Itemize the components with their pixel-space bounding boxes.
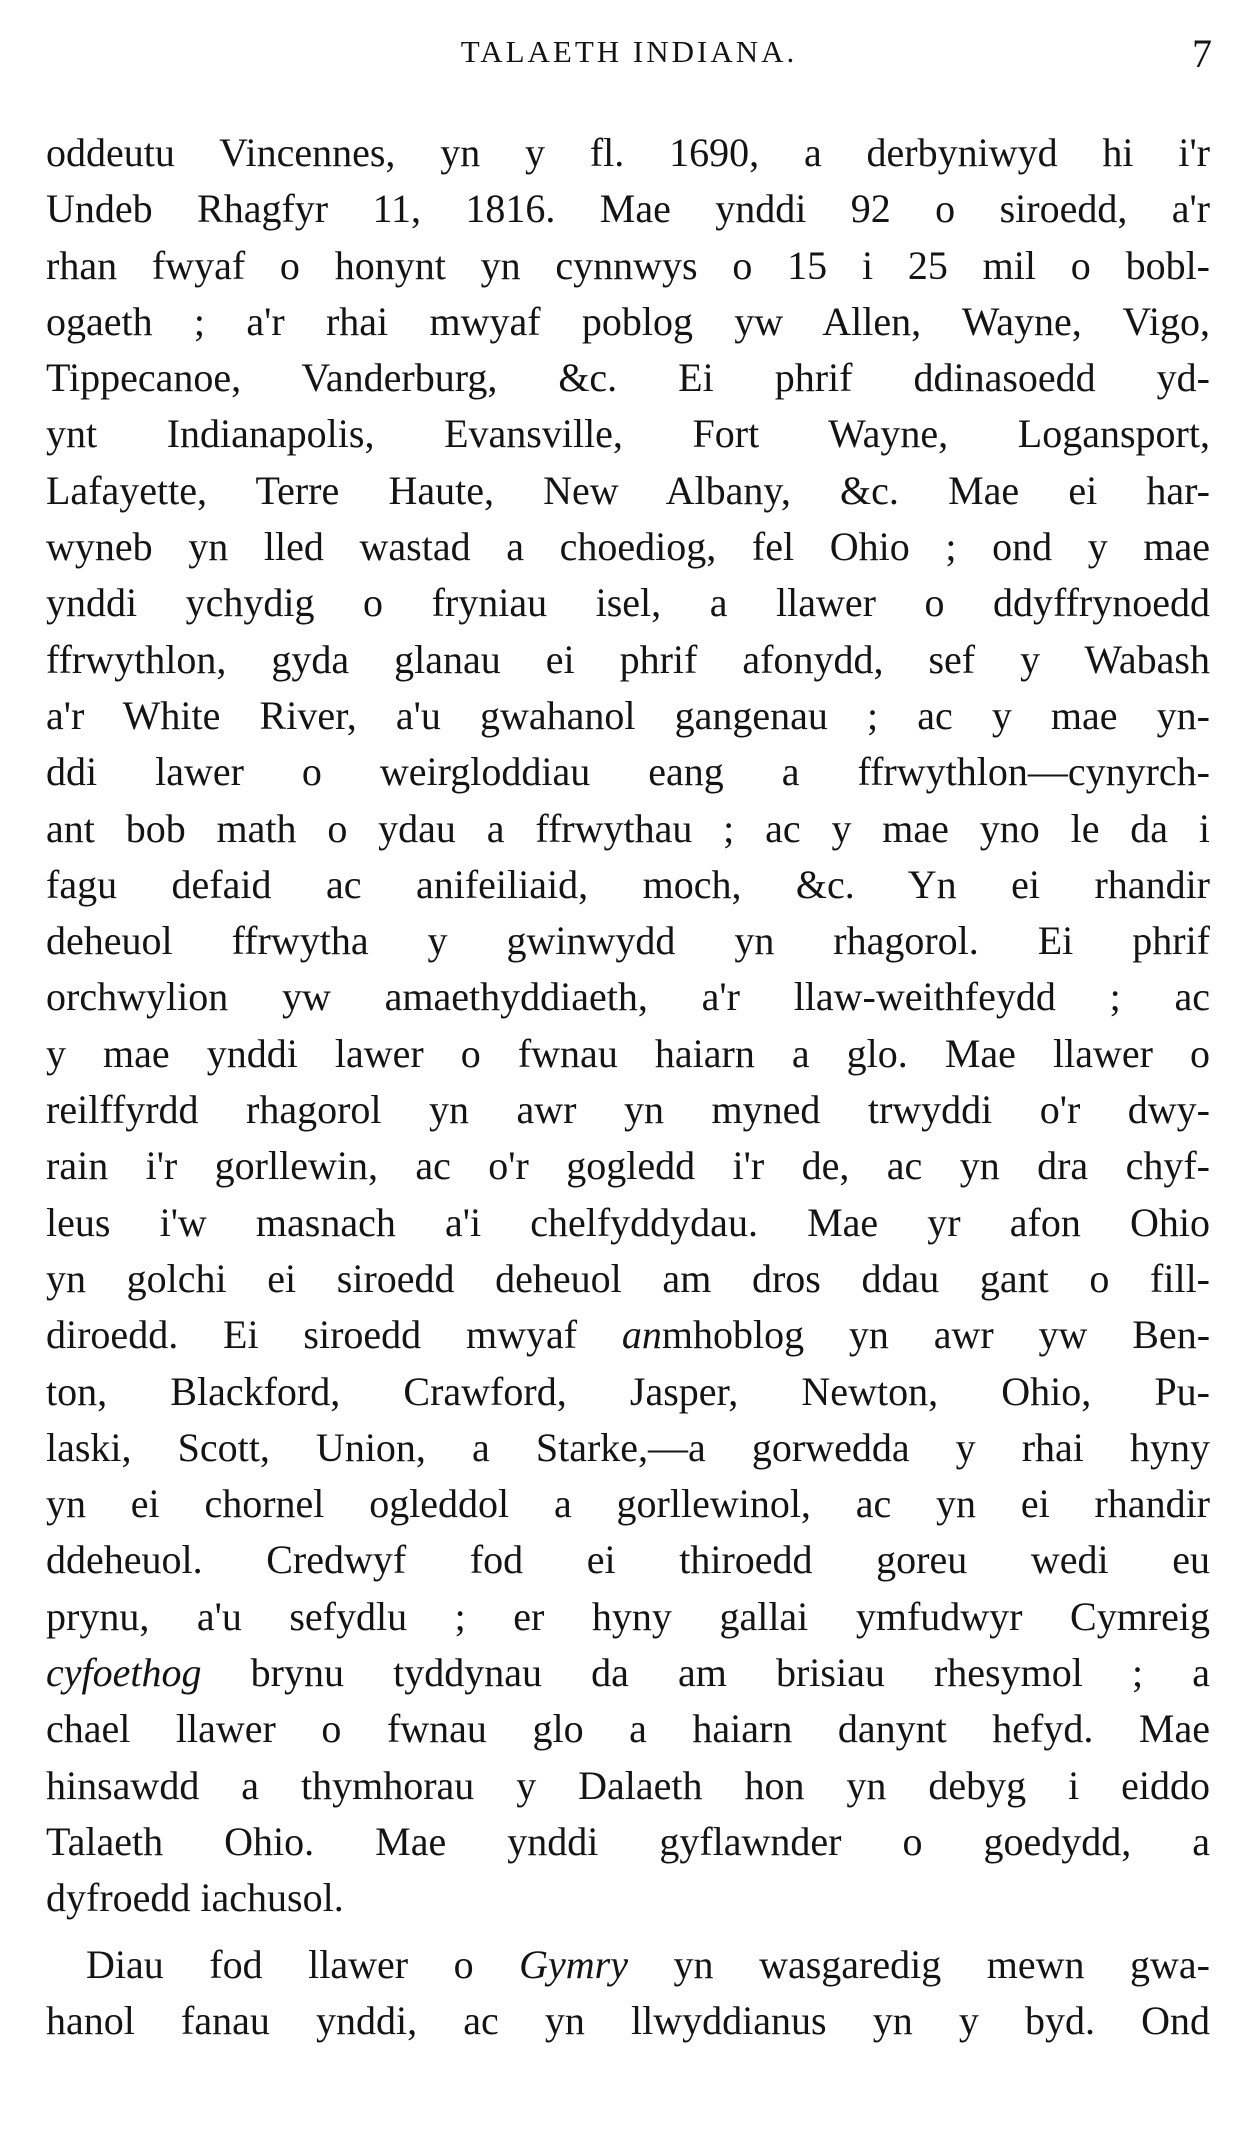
text-line: ynt Indianapolis, Evansville, Fort Wayne, Logansport,: [46, 411, 1210, 457]
text-line: deheuol ffrwytha y gwinwydd yn rhagorol. Ei phrif: [46, 918, 1210, 964]
paragraph-2: [46, 1937, 1210, 2050]
paragraph-1: [46, 125, 1210, 1927]
text-line: oddeutu Vincennes, yn y fl. 1690, a derbyniwyd hi i'r: [46, 130, 1210, 175]
text-line: fagu defaid ac anifeiliaid, moch, &c. Yn ei rhandir: [46, 861, 1210, 907]
text-line: ddeheuol. Credwyf fod ei thiroedd goreu wedi eu: [46, 1537, 1210, 1583]
text-run: diroedd. Ei siroedd mwyaf: [46, 1312, 622, 1358]
text-line: ton, Blackford, Crawford, Jasper, Newton, Ohio, Pu-: [46, 1368, 1210, 1414]
body-text: [46, 125, 1210, 2049]
text-line: leus i'w masnach a'i chelfyddydau. Mae yr afon Ohio: [46, 1199, 1210, 1245]
text-line: [46, 1937, 1210, 1993]
text-run: Diau fod llawer o: [86, 1941, 520, 1987]
text-line: [46, 1645, 1210, 1701]
text-line: ant bob math o ydau a ffrwythau ; ac y mae yno le da i: [46, 805, 1210, 851]
running-head: TALAETH INDIANA.: [460, 34, 798, 69]
text-line: ynddi ychydig o fryniau isel, a llawer o ddyffrynoedd: [46, 580, 1210, 626]
page-number: 7: [1192, 31, 1212, 76]
text-line: reilffyrdd rhagorol yn awr yn myned trwyddi o'r dwy-: [46, 1087, 1210, 1133]
text-line: ddi lawer o weirgloddiau eang a ffrwythlon—cynyrch-: [46, 749, 1210, 795]
text-line: dyfroedd iachusol.: [46, 1875, 344, 1921]
text-line: yn golchi ei siroedd deheuol am dros ddau gant o fill-: [46, 1255, 1210, 1301]
italic-text: an: [621, 1312, 662, 1358]
text-line: a'r White River, a'u gwahanol gangenau ; ac y mae yn-: [46, 692, 1210, 738]
italic-text: cyfoethog: [46, 1650, 202, 1696]
text-line: y mae ynddi lawer o fwnau haiarn a glo. Mae llawer o: [46, 1030, 1210, 1076]
text-line: Talaeth Ohio. Mae ynddi gyflawnder o goedydd, a: [46, 1818, 1210, 1864]
text-line: laski, Scott, Union, a Starke,—a gorwedda y rhai hyny: [46, 1424, 1210, 1470]
text-run: mhoblog yn awr yw Ben-: [661, 1312, 1211, 1358]
text-line: chael llawer o fwnau glo a haiarn danynt hefyd. Mae: [46, 1706, 1210, 1752]
text-line: rain i'r gorllewin, ac o'r gogledd i'r de, ac yn dra chyf-: [46, 1143, 1210, 1189]
text-line: hanol fanau ynddi, ac yn llwyddianus yn y byd. Ond: [46, 1997, 1210, 2043]
text-line: rhan fwyaf o honynt yn cynnwys o 15 i 25 mil o bobl-: [46, 242, 1210, 288]
paragraph-gap: [46, 1927, 1210, 1937]
text-line: Lafayette, Terre Haute, New Albany, &c. Mae ei har-: [46, 467, 1210, 513]
text-line: prynu, a'u sefydlu ; er hyny gallai ymfudwyr Cymreig: [46, 1593, 1210, 1639]
text-line: [46, 1307, 1210, 1363]
text-run: yn wasgaredig mewn gwa-: [628, 1941, 1210, 1987]
text-line: wyneb yn lled wastad a choediog, fel Ohio ; ond y mae: [46, 524, 1210, 570]
page-header: [46, 31, 1212, 80]
italic-text: Gymry: [519, 1941, 628, 1987]
text-line: Tippecanoe, Vanderburg, &c. Ei phrif ddinasoedd yd-: [46, 355, 1210, 401]
text-line: yn ei chornel ogleddol a gorllewinol, ac yn ei rhandir: [46, 1481, 1210, 1527]
text-line: orchwylion yw amaethyddiaeth, a'r llaw-weithfeydd ; ac: [46, 974, 1210, 1020]
text-line: hinsawdd a thymhorau y Dalaeth hon yn debyg i eiddo: [46, 1762, 1210, 1808]
text-line: ffrwythlon, gyda glanau ei phrif afonydd, sef y Wabash: [46, 636, 1210, 682]
text-line: ogaeth ; a'r rhai mwyaf poblog yw Allen, Wayne, Vigo,: [46, 298, 1210, 344]
text-run: brynu tyddynau da am brisiau rhesymol ; a: [201, 1650, 1210, 1696]
text-line: Undeb Rhagfyr 11, 1816. Mae ynddi 92 o siroedd, a'r: [46, 186, 1210, 232]
